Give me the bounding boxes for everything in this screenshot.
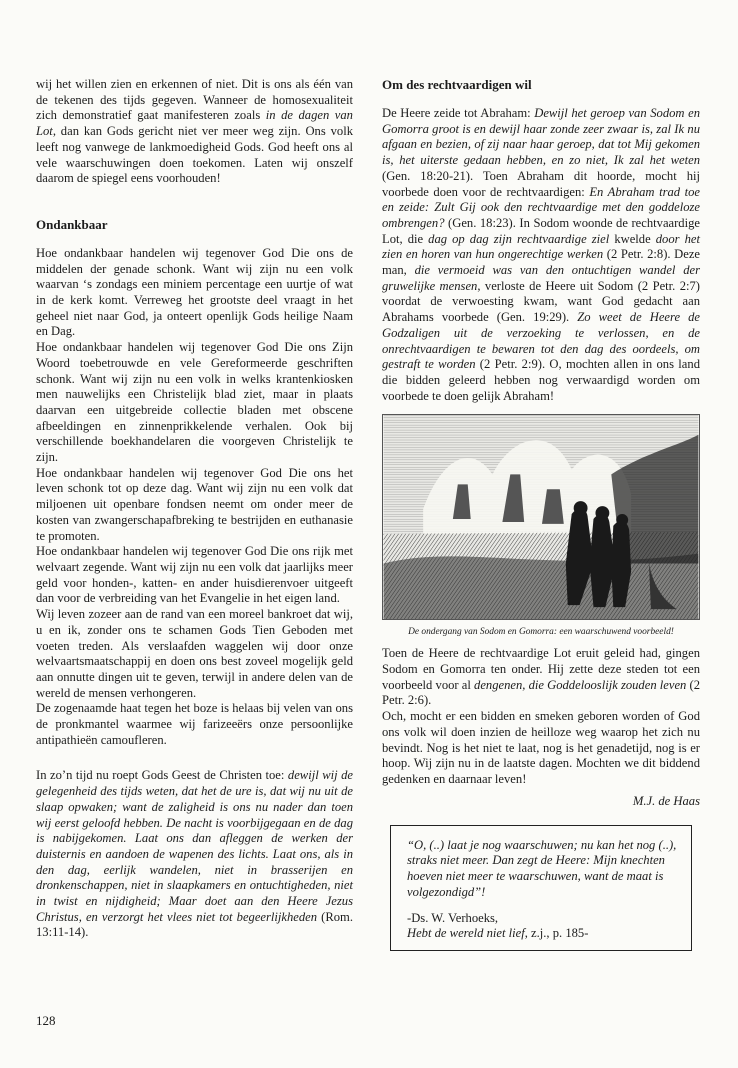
paragraph-welvaart: Hoe ondankbaar handelen wij tegenover God Die ons rijk met welvaart zegende. Want wij zijn nu een volk dat jaarlijks meer geld voor honden-, katten- en ander huisdierenvoer uitgeeft dan voor de verbreiding van het Evangelie in het eigen land. <box>36 544 353 606</box>
paragraph-bankroet: Wij leven zozeer aan de rand van een moreel bankroet dat wij, u en ik, zonder ons te schamen Gods Tien Geboden met voeten treden. Als verslaafden waggelen wij door onze welvaartsmaatschappij en doen ons best zoveel mogelijk geld aan onnutte dingen uit te geven, terwijl in andere delen van de wereld de mensen verhongeren. <box>36 607 353 700</box>
right-column <box>382 77 700 951</box>
author-signature: M.J. de Haas <box>632 793 700 808</box>
paragraph-och: Och, mocht er een bidden en smeken geboren worden of God ons volk wil doen inzien de heilloze weg waarop het zich nu bevindt. Nog is het niet te laat, nog is het genadetijd, nog is er hoop. Wij zijn nu in de laatste dagen. Mochten we dit biddend gedenken en daarnaar leven! <box>382 709 700 786</box>
paragraph-lot: Toen de Heere de rechtvaardige Lot eruit geleid had, gingen Sodom en Gomorra ten onder. Hij zette deze steden tot een voorbeeld voor al dengenen, die Goddelooslijk zouden leven (2 Petr. 2:6). <box>382 646 700 708</box>
heading-ondankbaar: Ondankbaar <box>36 216 108 232</box>
page-number: 128 <box>36 1013 56 1028</box>
paragraph-intro: wij het willen zien en erkennen of niet. Dit is ons als één van de tekenen des tijds gegeven. Wanneer de homosexualiteit zich demonstratief gaat manifesteren zoals in de dagen van Lot, dan kan Gods gericht niet ver meer weg zijn. Ons volk leeft nog vanwege de lankmoedigheid Gods. God heeft ons al vele waarschuwingen doen toekomen. Laten wij onszelf daarom de spiegel eens voorhouden! <box>36 77 353 186</box>
left-column <box>36 77 353 941</box>
paragraph-haat: De zogenaamde haat tegen het boze is helaas bij velen van ons de pronkmantel waarmee wij farizeeërs onze persoonlijke antipathieën camoufleren. <box>36 701 353 747</box>
paragraph-abraham: De Heere zeide tot Abraham: Dewijl het geroep van Sodom en Gomorra groot is en dewijl haar zonde zeer zwaar is, zal Ik nu afgaan en bezien, of zij naar haar geroep, dat tot Mij gekomen is, het uiterste gedaan hebben, en zo niet, Ik zal het weten (Gen. 18:20-21). Toen Abraham dit hoorde, mocht hij voorbede doen voor de rechtvaardigen: En Abraham trad toe en zeide: Zult Gij ook den rechtvaardige met den goddeloze ombrengen? (Gen. 18:23). In Sodom woonde de rechtvaardige Lot, die dag op dag zijn rechtvaardige ziel kwelde door het zien en horen van hun ongerechtige werken (2 Petr. 2:8). Deze man, die vermoeid was van den ontuchtigen wandel der gruwelijke mensen, verloste de Heere uit Sodom (2 Petr. 2:7) voordat de verwoesting kwam, want God gedacht aan Abrahams voorbede (Gen. 19:29). Zo weet de Heere de Godzaligen uit de verzoeking te verlossen, en de onrechtvaardigen te bewaren tot den dag des oordeels, om gestraft te worden (2 Petr. 2:9). O, mochten allen in ons land die bidden geleerd hebben nog verwaardigd worden om voorbede te doen gelijk Abraham! <box>382 106 701 403</box>
quote-text: “O, (..) laat je nog waarschuwen; nu kan het nog (..), straks niet meer. Dan zegt de Heere: Mijn knechten hoeven niet meer te waarschuwen, want de maat is volgezondigd”! <box>407 837 677 899</box>
sodom-engraving-image <box>382 414 700 620</box>
quote-source: Hebt de wereld niet lief, z.j., p. 185- <box>407 926 589 941</box>
paragraph-woord: Hoe ondankbaar handelen wij tegenover God Die ons Zijn Woord toebetrouwde en vele Gereformeerde geschriften schonk. Want wij zijn nu een volk in welks krantenkiosken men nauwelijks een Christelijk blad ziet, maar in plaats daarvan een uitgebreide collectie bladen met obscene afbeeldingen en zinnenprikkelende verhalen. Ook bij verschillende boekhandelaren die voorgeven Christelijk te zijn. <box>36 340 353 465</box>
paragraph-romeinen: In zo’n tijd nu roept Gods Geest de Christen toe: dewijl wij de gelegenheid des tijds weten, dat het de ure is, dat wij nu uit de slaap opwaken; want de zaligheid is ons nu nader dan toen wij eerst geloofd hebben. De nacht is voorbijgegaan en de dag is nabijgekomen. Laat ons dan afleggen de werken der duisternis en aandoen de wapenen des lichts. Laat ons, als in den dag, eerlijk wandelen, niet in brasserijen en dronkenschappen, niet in slaapkamers en ontuchtigheden, niet in twist en nijdigheid; Maar doet aan den Heere Jezus Christus, en verzorgt het vlees niet tot begeerlijkheden (Rom. 13:11-14). <box>36 768 354 940</box>
paragraph-leven: Hoe ondankbaar handelen wij tegenover God Die ons het leven schonk tot op deze dag. Want wij zijn nu een volk dat miljoenen uit openbare fondsen neemt om onder meer de kosten van zwangerschapafbreking te bestrijden en euthanasie te promoten. <box>36 465 353 543</box>
quote-author: -Ds. W. Verhoeks, <box>407 910 499 925</box>
heading-rechtvaardigen: Om des rechtvaardigen wil <box>382 77 532 92</box>
figure-caption: De ondergang van Sodom en Gomorra: een waarschuwend voorbeeld! <box>408 627 674 638</box>
engraving-figure <box>382 414 700 638</box>
paragraph-middelen: Hoe ondankbaar handelen wij tegenover God Die ons de middelen der genade schonk. Want wij zijn nu een volk waarvan ‘s zondags een miniem percentage een uurtje of wat in de kerk komt. Verreweg het grootste deel vraagt in het geheel niet naar God, ja onteert openlijk Gods heilige Naam en Dag. <box>36 245 353 339</box>
quote-box <box>390 825 692 951</box>
